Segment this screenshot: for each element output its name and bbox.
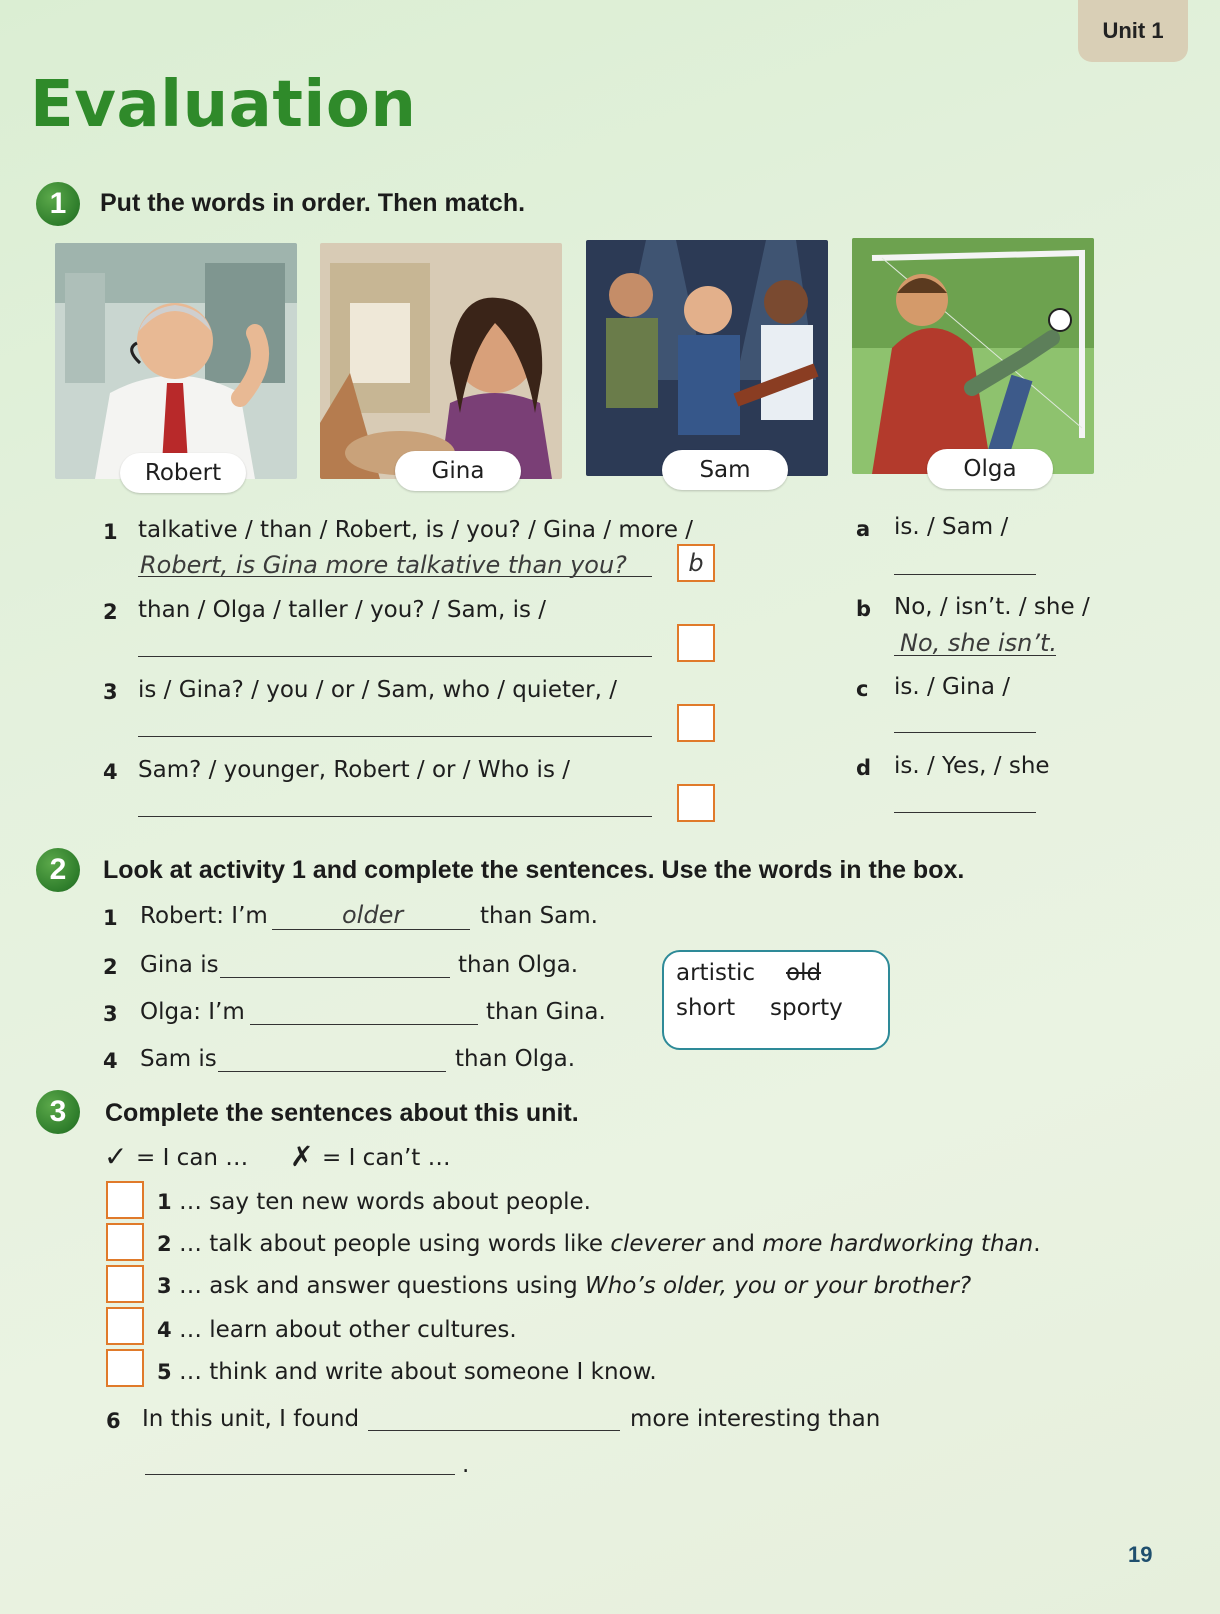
- item-1-checkbox[interactable]: [106, 1181, 144, 1219]
- answer-d-line[interactable]: [894, 812, 1036, 813]
- answer-c-words: is. / Gina /: [894, 674, 1010, 700]
- cross-icon: ✗: [290, 1140, 314, 1173]
- item-3-italic: Who’s older, you or your brother?: [585, 1273, 972, 1299]
- sentence-3-line[interactable]: [250, 1024, 478, 1025]
- item-6-number: 6: [106, 1409, 121, 1433]
- question-4-number: 4: [103, 760, 118, 784]
- word-sporty: sporty: [770, 995, 843, 1021]
- item-6-line-1[interactable]: [368, 1430, 620, 1431]
- sentence-4-number: 4: [103, 1049, 118, 1073]
- item-3-checkbox[interactable]: [106, 1265, 144, 1303]
- question-1-number: 1: [103, 520, 118, 544]
- question-2-number: 2: [103, 600, 118, 624]
- gina-picture: [320, 243, 562, 479]
- sentence-4-line[interactable]: [218, 1071, 446, 1072]
- sentence-1-answer: older: [342, 901, 404, 929]
- item-4-number: 4: [157, 1318, 172, 1342]
- sentence-1-before: Robert: I’m: [140, 903, 268, 929]
- item-3-text: … ask and answer questions using: [178, 1273, 586, 1299]
- sentence-2-before: Gina is: [140, 952, 219, 978]
- item-5: [157, 1359, 657, 1385]
- item-2-end: .: [1033, 1231, 1041, 1257]
- key-can: = I can …: [136, 1145, 249, 1171]
- answer-b-words: No, / isn’t. / she /: [894, 594, 1090, 620]
- sentence-4-after: than Olga.: [455, 1046, 576, 1072]
- question-4-line[interactable]: [138, 816, 652, 817]
- answer-a-letter: a: [856, 517, 871, 541]
- answer-d-words: is. / Yes, / she: [894, 753, 1050, 779]
- item-6-end: .: [462, 1452, 470, 1478]
- word-artistic: artistic: [676, 960, 755, 986]
- item-4-checkbox[interactable]: [106, 1307, 144, 1345]
- item-2-number: 2: [157, 1232, 172, 1256]
- sentence-1-number: 1: [103, 906, 118, 930]
- item-6-before: In this unit, I found: [142, 1406, 360, 1432]
- question-2-match-box[interactable]: [677, 624, 715, 662]
- activity-3-instruction: Complete the sentences about this unit.: [105, 1099, 579, 1127]
- robert-name-tag: Robert: [120, 453, 246, 493]
- activity-3-badge: 3: [36, 1090, 80, 1134]
- page-number: 19: [1128, 1542, 1153, 1567]
- sentence-1-after: than Sam.: [480, 903, 598, 929]
- item-1-number: 1: [157, 1190, 172, 1214]
- item-5-number: 5: [157, 1360, 172, 1384]
- question-3-match-box[interactable]: [677, 704, 715, 742]
- item-2-italic-1: cleverer: [610, 1231, 705, 1257]
- item-2-text: … talk about people using words like: [178, 1231, 611, 1257]
- sentence-3-before: Olga: I’m: [140, 999, 245, 1025]
- answer-b-letter: b: [856, 597, 872, 621]
- question-1-match-box[interactable]: [677, 544, 715, 582]
- olga-picture: [852, 238, 1094, 474]
- activity-1-badge: 1: [36, 182, 80, 226]
- answer-a-words: is. / Sam /: [894, 514, 1009, 540]
- item-4-text: … learn about other cultures.: [178, 1317, 517, 1343]
- gina-name-tag: Gina: [395, 451, 521, 491]
- question-3-number: 3: [103, 680, 118, 704]
- activity-2-instruction: Look at activity 1 and complete the sentences. Use the words in the box.: [103, 856, 965, 884]
- item-2-mid: and: [704, 1231, 763, 1257]
- answer-b-answer: No, she isn’t.: [900, 629, 1058, 657]
- item-3-number: 3: [157, 1274, 172, 1298]
- sentence-3-after: than Gina.: [486, 999, 606, 1025]
- item-2-italic-2: more hardworking than: [762, 1231, 1034, 1257]
- question-3-line[interactable]: [138, 736, 652, 737]
- answer-a-line[interactable]: [894, 574, 1036, 575]
- key-cant: = I can’t …: [322, 1145, 451, 1171]
- sam-name-tag: Sam: [662, 450, 788, 490]
- question-1-match: b: [688, 549, 704, 577]
- question-4-words: Sam? / younger, Robert / or / Who is /: [138, 757, 570, 783]
- item-6-after: more interesting than: [630, 1406, 881, 1432]
- item-2: [157, 1231, 1041, 1257]
- sentence-2-number: 2: [103, 955, 118, 979]
- item-1: [157, 1189, 591, 1215]
- word-old: old: [786, 960, 822, 986]
- item-1-text: … say ten new words about people.: [178, 1189, 591, 1215]
- question-4-match-box[interactable]: [677, 784, 715, 822]
- item-6-line-2[interactable]: [145, 1474, 455, 1475]
- sentence-4-before: Sam is: [140, 1046, 217, 1072]
- item-5-checkbox[interactable]: [106, 1349, 144, 1387]
- question-2-line[interactable]: [138, 656, 652, 657]
- question-1-words: talkative / than / Robert, is / you? / Gina / more /: [138, 517, 694, 543]
- check-icon: ✓: [104, 1140, 128, 1173]
- page-title: Evaluation: [30, 68, 417, 142]
- question-2-words: than / Olga / taller / you? / Sam, is /: [138, 597, 547, 623]
- sentence-2-after: than Olga.: [458, 952, 579, 978]
- activity-2-badge: 2: [36, 848, 80, 892]
- answer-c-letter: c: [856, 677, 869, 701]
- unit-tab: Unit 1: [1078, 0, 1188, 62]
- answer-d-letter: d: [856, 756, 872, 780]
- sentence-1-line[interactable]: [272, 929, 470, 930]
- robert-picture: [55, 243, 297, 479]
- answer-c-line[interactable]: [894, 732, 1036, 733]
- sam-picture: [586, 240, 828, 476]
- sentence-3-number: 3: [103, 1002, 118, 1026]
- item-5-text: … think and write about someone I know.: [178, 1359, 657, 1385]
- question-1-answer: Robert, is Gina more talkative than you?: [140, 551, 627, 579]
- item-4: [157, 1317, 517, 1343]
- question-3-words: is / Gina? / you / or / Sam, who / quieter, /: [138, 677, 618, 703]
- sentence-2-line[interactable]: [220, 977, 450, 978]
- item-2-checkbox[interactable]: [106, 1223, 144, 1261]
- activity-1-instruction: Put the words in order. Then match.: [100, 189, 526, 217]
- word-short: short: [676, 995, 736, 1021]
- olga-name-tag: Olga: [927, 449, 1053, 489]
- item-3: [157, 1273, 971, 1299]
